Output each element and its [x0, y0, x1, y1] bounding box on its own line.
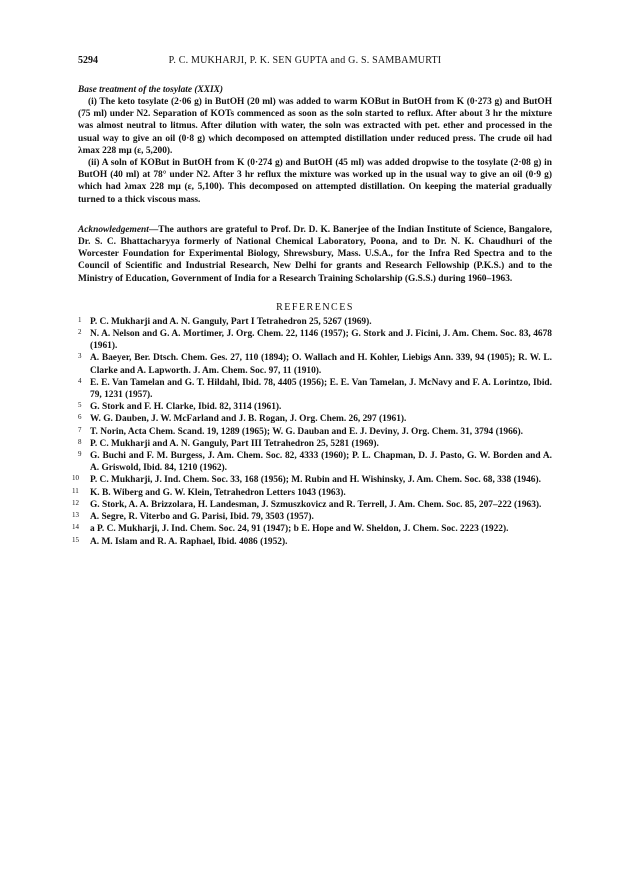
reference-text: P. C. Mukharji and A. N. Ganguly, Part III Tetrahedron 25, 5281 (1969). — [90, 438, 379, 449]
reference-number: 2 — [78, 328, 82, 337]
procedure-paragraph-2: (ii) A soln of KOBut in ButOH from K (0·274 g) and ButOH (45 ml) was added dropwise to the tosylate (2·08 g) in ButOH (40 ml) at 78° under N2. After 3 hr reflux the mixture was worked up in the usual way to give an oil (0·9 g) which had λmax 228 mμ (ε, 5,100). This decomposed on attempted distillation. On keeping the material gradually turned to a thick viscous mass. — [78, 158, 552, 205]
reference-number: 1 — [78, 315, 82, 324]
reference-item — [78, 328, 552, 352]
reference-item — [78, 352, 552, 376]
reference-text: G. Buchi and F. M. Burgess, J. Am. Chem. Soc. 82, 4333 (1960); P. L. Chapman, D. J. Pasto, G. W. Borden and A. A. Griswold, Ibid. 84, 1210 (1962). — [90, 451, 552, 474]
reference-text: P. C. Mukharji, J. Ind. Chem. Soc. 33, 168 (1956); M. Rubin and H. Wishinsky, J. Am. Chem. Soc. 68, 338 (1946). — [90, 475, 541, 486]
section-title: Base treatment of the tosylate (XXIX) — [78, 85, 224, 95]
reference-item — [72, 486, 552, 499]
reference-item — [78, 316, 552, 328]
reference-item — [72, 474, 552, 486]
reference-number: 11 — [72, 486, 79, 495]
reference-number: 13 — [72, 511, 79, 520]
reference-number: 6 — [78, 413, 82, 422]
page — [72, 54, 552, 548]
reference-text: G. Stork, A. A. Brizzolara, H. Landesman, J. Szmuszkovicz and R. Terrell, J. Am. Chem. Soc. 85, 207–222 (1963). — [90, 499, 542, 510]
reference-text: a P. C. Mukharji, J. Ind. Chem. Soc. 24, 91 (1947); b E. Hope and W. Sheldon, J. Chem. Soc. 2223 (1922). — [90, 524, 509, 535]
reference-text: A. Baeyer, Ber. Dtsch. Chem. Ges. 27, 110 (1894); O. Wallach and H. Kohler, Liebigs Ann. 339, 94 (1905); R. W. L. Clarke and A. Lapworth. J. Am. Chem. Soc. 97, 11 (1910). — [90, 353, 552, 376]
reference-item — [78, 438, 552, 450]
reference-text: K. B. Wiberg and G. W. Klein, Tetrahedron Letters 1043 (1963). — [90, 487, 346, 498]
running-header — [78, 54, 552, 68]
reference-number: 15 — [72, 535, 79, 544]
references-title: REFERENCES — [276, 301, 354, 313]
reference-text: P. C. Mukharji and A. N. Ganguly, Part I Tetrahedron 25, 5267 (1969). — [90, 316, 372, 327]
reference-item — [72, 523, 552, 535]
reference-number: 3 — [78, 352, 82, 361]
reference-item — [78, 450, 552, 474]
reference-list — [72, 315, 552, 548]
procedure-paragraph-1: (i) The keto tosylate (2·06 g) in ButOH (20 ml) was added to warm KOBut in ButOH from K (0·273 g) and ButOH (75 ml) under N2. Separation of KOTs commenced as soon as the soln started to reflux. After about 3 hr the mixture was almost neutral to litmus. After dilution with water, the soln was extracted with pet. ether and processed in the usual way to give an oil (0·8 g) which decomposed on attempted distillation under reduced press. The crude oil had λmax 228 mμ (ε, 5,200). — [78, 97, 552, 156]
reference-number: 12 — [72, 498, 79, 507]
reference-item — [78, 413, 552, 425]
acknowledgement-text: —The authors are grateful to Prof. Dr. D. K. Banerjee of the Indian Institute of Science, Bangalore, Dr. S. C. Bhattacharyya formerly of National Chemical Laboratory, Poona, and to Dr. N. K. Chaudhuri of the Worcester Foundation for Experimental Biology, Shrewsbury, Mass. U.S.A., for the Infra Red Spectra and to the Council of Scientific and Industrial Research, New Delhi for grants and Research Fellowship (P.K.S.) and to the Ministry of Education, Government of India for a Research Training Scholarship (G.S.S.) during 1960–1963. — [78, 224, 552, 284]
reference-item — [78, 377, 552, 401]
acknowledgement-paragraph — [78, 224, 552, 285]
reference-item — [78, 401, 552, 413]
reference-number: 5 — [78, 401, 82, 410]
reference-number: 9 — [78, 450, 82, 459]
reference-number: 10 — [72, 474, 79, 483]
page-number: 5294 — [78, 55, 98, 66]
reference-item — [72, 511, 552, 523]
reference-text: A. M. Islam and R. A. Raphael, Ibid. 4086 (1952). — [90, 536, 288, 547]
acknowledgement-label: Acknowledgement — [78, 224, 149, 235]
reference-number: 14 — [72, 523, 79, 532]
reference-text: N. A. Nelson and G. A. Mortimer, J. Org. Chem. 22, 1146 (1957); G. Stork and J. Ficini, J. Am. Chem. Soc. 83, 4678 (1961). — [90, 329, 552, 352]
reference-text: W. G. Dauben, J. W. McFarland and J. B. Rogan, J. Org. Chem. 26, 297 (1961). — [90, 414, 407, 425]
reference-number: 8 — [78, 437, 82, 446]
reference-text: A. Segre, R. Viterbo and G. Parisi, Ibid. 79, 3503 (1957). — [90, 512, 314, 523]
reference-item — [72, 535, 552, 548]
reference-number: 4 — [78, 376, 82, 385]
reference-text: T. Norin, Acta Chem. Scand. 19, 1289 (1965); W. G. Dauban and E. J. Deviny, J. Org. Chem. 31, 3794 (1966). — [90, 426, 523, 437]
reference-number: 7 — [78, 425, 82, 434]
reference-text: E. E. Van Tamelan and G. T. Hildahl, Ibid. 78, 4405 (1956); E. E. Van Tamelan, J. McNavy and F. A. Lorintzo, Ibid. 79, 1231 (1957). — [90, 377, 552, 401]
reference-item — [78, 426, 552, 438]
reference-text: G. Stork and F. H. Clarke, Ibid. 82, 3114 (1961). — [90, 402, 282, 413]
header-authors: P. C. MUKHARJI, P. K. SEN GUPTA and G. S. SAMBAMURTI — [168, 55, 442, 66]
reference-item — [72, 498, 552, 511]
